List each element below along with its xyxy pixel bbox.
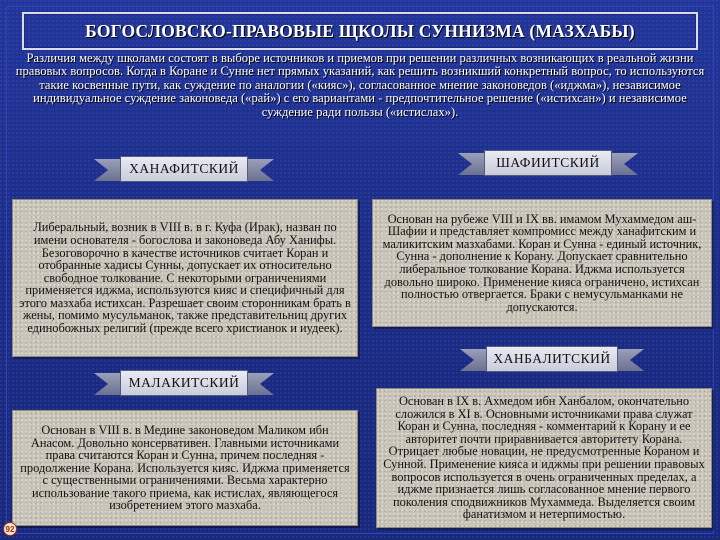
title-box xyxy=(22,12,698,50)
ribbon-label-hanbali: ХАНБАЛИТСКИЙ xyxy=(486,346,618,372)
school-text-maliki: Основан в VIII в. в Медине законоведом Маликом ибн Анасом. Довольно консервативен. Главными источниками права считаются Коран и Сунна, причем последняя - продолжение Корана. Используется кияс. Иджма применяется с существенными ограничениями. Весьма характерно использование такого приема, как истислах, являющегося изобретением этого мазхаба. xyxy=(20,422,350,513)
school-text-hanbali: Основан в IX в. Ахмедом ибн Ханбалом, окончательно сложился в XI в. Основными источниками права служат Коран и Сунна, последняя - комментарий к Корану и ее авторитет почти приравнивается авторитету Корана. Отрицает любые новации, не предусмотренные Кораном и Сунной. Применение кияса и иджмы при решении правовых вопросов используется в очень ограниченных пределах, а иджме признается лишь согласованное мнение первого поколения сподвижников Мухаммеда. Выделяется своим фанатизмом и нетерпимостью. xyxy=(383,394,705,522)
text-box-hanafi xyxy=(12,199,358,357)
intro-text: Различия между школами состоят в выборе источников и приемов при решении различных возникающих в реальной жизни правовых вопросов. Когда в Коране и Сунне нет прямых указаний, как решить возникший конкретный вопрос, то используются такие косвенные пути, как суждение по аналогии («кияс»), согласованное мнение законоведов («иджма»), независимое индивидуальное суждение законоведа («рай») с его вариантами - предпочтительное решение («истихсан») и независимое суждение ради пользы («истислах»). xyxy=(15,51,705,119)
page-number-badge xyxy=(3,522,17,536)
ribbon-label-hanafi: ХАНАФИТСКИЙ xyxy=(120,156,248,182)
school-text-hanafi: Либеральный, возник в VIII в. в г. Куфа (Ирак), назван по имени основателя - богослова и законоведа Абу Ханифы. Безоговорочно в качестве источников считает Коран и отобранные хадисы Сунны, допускает их относительно свободное толкование. С некоторыми ограничениями применяется иджма, используются кияс и специфичный для этого мазхаба истихсан. Разрешает своим сторонникам брать в жены, помимо мусульманок, также представительниц других единобожных религий (прежде всего христианок и иудеек). xyxy=(19,220,351,336)
text-box-shafii xyxy=(372,199,712,327)
page-number: 92 xyxy=(5,524,15,534)
ribbon-label-shafii: ШАФИИТСКИЙ xyxy=(484,150,612,176)
page-title: БОГОСЛОВСКО-ПРАВОВЫЕ ЩКОЛЫ СУННИЗМА (МАЗХАБЫ) xyxy=(85,20,635,41)
school-text-shafii: Основан на рубеже VIII и IX вв. имамом Мухаммедом аш-Шафии и представляет компромисс между ханафитским и маликитским мазхабами. Коран и Сунна - единый источник, Сунна - дополнение к Корану. Допускает сравнительно либеральное толкование Корана. Иджма используется довольно широко. Применение кияса ограничено, истихсан полностью отвергается. Браки с немусульманками не допускаются. xyxy=(382,211,702,314)
ribbon-label-maliki: МАЛАКИТСКИЙ xyxy=(120,370,248,396)
ribbon-shafii xyxy=(484,148,612,178)
text-box-maliki xyxy=(12,410,358,526)
ribbon-hanafi xyxy=(120,154,248,184)
text-box-hanbali xyxy=(376,388,712,528)
ribbon-maliki xyxy=(120,368,248,398)
ribbon-hanbali xyxy=(486,344,618,374)
